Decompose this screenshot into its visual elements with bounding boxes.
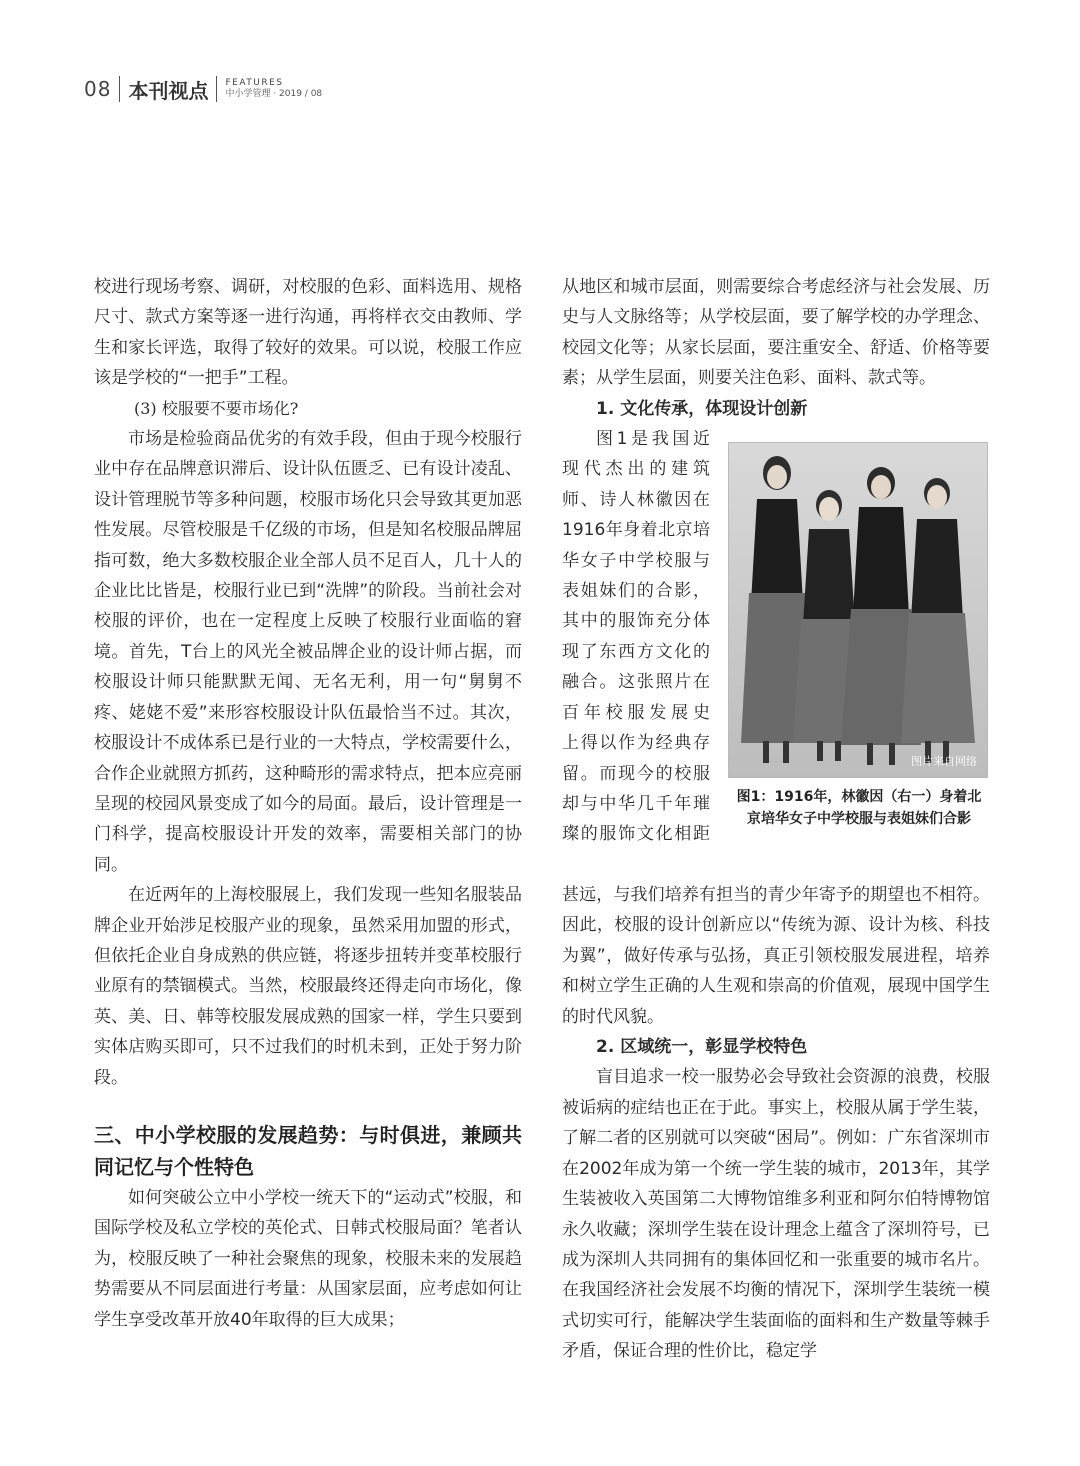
- caption-line: 图1：1916年，林徽因（右一）身着北: [736, 789, 982, 806]
- caption-line: 京培华女子中学校服与表姐妹们合影: [747, 811, 971, 828]
- page-number: 08: [84, 77, 112, 101]
- wrapped-line: 留。而现今的校服: [562, 763, 710, 784]
- header-divider: [119, 76, 120, 102]
- section-heading: 三、中小学校服的发展趋势：与时俱进，兼顾共同记忆与个性特色: [94, 1122, 522, 1179]
- paragraph: 从地区和城市层面，则需要综合考虑经济与社会发展、历史与人文脉络等；从学校层面，要了解学校的办学理念、校园文化等；从家长层面，要注重安全、舒适、价格等要素；从学生层面，则要关注色彩、面料、款式等。: [562, 277, 990, 389]
- paragraph: 校进行现场考察、调研，对校服的色彩、面料选用、规格尺寸、款式方案等逐一进行沟通，再将样衣交由教师、学生和家长评选，取得了较好的效果。可以说，校服工作应该是学校的“一把手”工程。: [94, 277, 522, 389]
- wrapped-line: 华女子中学校服与: [562, 550, 710, 571]
- issue-info: 中小学管理 · 2019 / 08: [225, 89, 323, 99]
- features-en: FEATURES: [225, 78, 284, 88]
- features-label: [225, 79, 322, 99]
- wrapped-line: 百年校服发展史: [562, 702, 710, 723]
- header-divider-2: [216, 76, 217, 102]
- left-column: [94, 272, 522, 1335]
- photo-illustration: [729, 443, 987, 777]
- wrapped-line: 其中的服饰充分体: [562, 611, 710, 632]
- subsection-heading: 1. 文化传承，体现设计创新: [596, 398, 808, 419]
- subheading: (3) 校服要不要市场化?: [134, 398, 299, 418]
- paragraph: 盲目追求一校一服势必会导致社会资源的浪费，校服被诟病的症结也正在于此。事实上，校服从属于学生装，了解二者的区别就可以突破“困局”。例如：广东省深圳市在2002年成为第一个统一学生装的城市，2013年，其学生装被收入英国第二大博物馆维多利亚和阿尔伯特博物馆永久收藏；深圳学生装在设计理念上蕴含了深圳符号，已成为深圳人共同拥有的集体回忆和一张重要的城市名片。在我国经济社会发展不均衡的情况下，深圳学生装统一模式切实可行，能解决学生装面临的面料和生产数量等棘手矛盾，保证合理的性价比，稳定学: [562, 1067, 990, 1362]
- paragraph: 在近两年的上海校服展上，我们发现一些知名服装品牌企业开始涉足校服产业的现象，虽然采用加盟的形式，但依托企业自身成熟的供应链，将逐步扭转并变革校服行业原有的禁锢模式。当然，校服最终还得走向市场化，像英、美、日、韩等校服发展成熟的国家一样，学生只要到实体店购买即可，只不过我们的时机未到，正处于努力阶段。: [94, 885, 522, 1088]
- wrapped-text: [562, 424, 710, 850]
- page-header: [84, 74, 322, 104]
- photo-credit: 图片来自网络: [911, 755, 977, 769]
- paragraph: 甚远，与我们培养有担当的青少年寄予的期望也不相符。因此，校服的设计创新应以“传统为源、设计为核、科技为翼”，做好传承与弘扬，真正引领校服发展进程，培养和树立学生正确的人生观和崇高的价值观，展现中国学生的时代风貌。: [562, 885, 990, 1027]
- figure-caption: [728, 786, 990, 830]
- wrapped-line: 现了东西方文化的: [562, 641, 710, 662]
- wrapped-line: 融合。这张照片在: [562, 672, 710, 693]
- wrapped-line: 璨的服饰文化相距: [562, 824, 710, 845]
- section-title: 本刊视点: [128, 78, 209, 103]
- wrapped-line: 表姐妹们的合影，: [562, 581, 710, 602]
- historic-photo: [728, 442, 988, 778]
- text-with-figure: [562, 424, 990, 880]
- paragraph: 如何突破公立中小学校一统天下的“运动式”校服，和国际学校及私立学校的英伦式、日韩式校服局面？笔者认为，校服反映了一种社会聚焦的现象，校服未来的发展趋势需要从不同层面进行考量：从国家层面，应考虑如何让学生享受改革开放40年取得的巨大成果；: [94, 1187, 522, 1330]
- wrapped-line: 却与中华几千年璀: [562, 793, 710, 814]
- wrapped-line: 图1是我国近: [596, 429, 710, 450]
- subsection-heading: 2. 区域统一，彰显学校特色: [596, 1037, 808, 1058]
- paragraph: 市场是检验商品优劣的有效手段，但由于现今校服行业中存在品牌意识滞后、设计队伍匮乏、已有设计凌乱、设计管理脱节等多种问题，校服市场化只会导致其更加恶性发展。尽管校服是千亿级的市场，但是知名校服品牌屈指可数，绝大多数校服企业全部人员不足百人，几十人的企业比比皆是，校服行业已到“洗牌”的阶段。当前社会对校服的评价，也在一定程度上反映了校服行业面临的窘境。首先，T台上的风光全被品牌企业的设计师占据，而校服设计师只能默默无闻、无名无利，用一句“舅舅不疼、姥姥不爱”来形容校服设计队伍最恰当不过。其次，校服设计不成体系已是行业的一大特点，学校需要什么，合作企业就照方抓药，这种畸形的需求特点，把本应亮丽呈现的校园风景变成了如今的局面。最后，设计管理是一门科学，提高校服设计开发的效率，需要相关部门的协同。: [94, 429, 522, 875]
- wrapped-line: 上得以作为经典存: [562, 733, 710, 754]
- wrapped-line: 师、诗人林徽因在: [562, 489, 710, 510]
- wrapped-line: 现代杰出的建筑: [562, 459, 710, 480]
- figure: [728, 442, 990, 830]
- wrapped-line: 1916年身着北京培: [562, 520, 710, 541]
- right-column: [562, 272, 990, 1367]
